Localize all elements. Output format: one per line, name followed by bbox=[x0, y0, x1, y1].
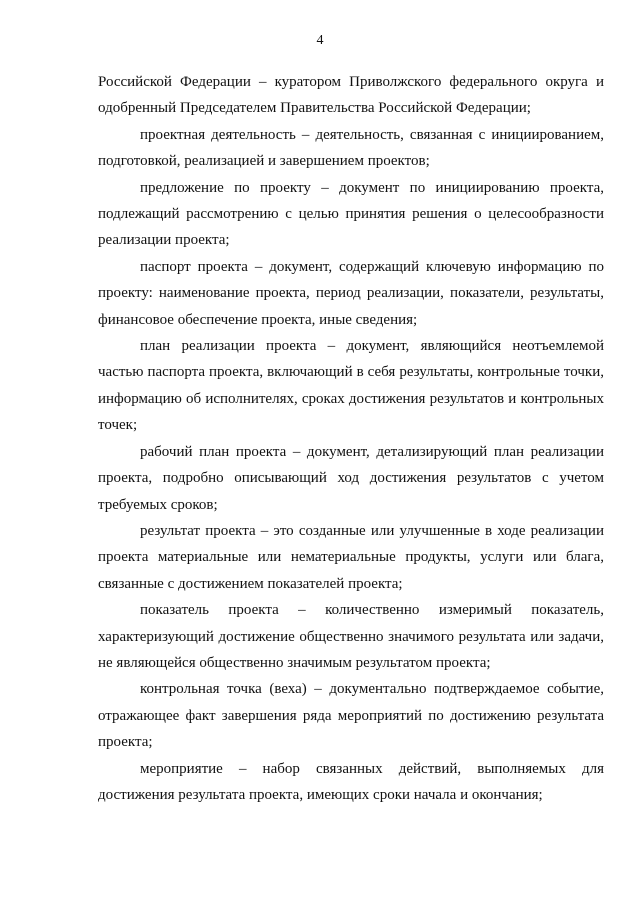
document-body bbox=[98, 69, 604, 808]
paragraph-continuation: Российской Федерации – куратором Приволжского федерального округа и одобренный Председателем Правительства Российской Федерации; bbox=[98, 74, 604, 117]
definition-project-indicator: показатель проекта – количественно измеримый показатель, характеризующий достижение общественно значимого результата или задачи, не являющейся общественно значимым результатом проекта; bbox=[98, 602, 604, 671]
definition-implementation-plan: план реализации проекта – документ, являющийся неотъемлемой частью паспорта проекта, включающий в себя результаты, контрольные точки, информацию об исполнителях, сроках достижения результатов и контрольных точек; bbox=[98, 338, 604, 434]
definition-activity: мероприятие – набор связанных действий, выполняемых для достижения результата проекта, имеющих сроки начала и окончания; bbox=[98, 760, 604, 803]
definition-project-activity: проектная деятельность – деятельность, связанная с инициированием, подготовкой, реализацией и завершением проектов; bbox=[98, 126, 604, 170]
definition-milestone: контрольная точка (веха) – документально подтверждаемое событие, отражающее факт завершения ряда мероприятий по достижению результата проекта; bbox=[98, 681, 604, 751]
definition-working-plan: рабочий план проекта – документ, детализирующий план реализации проекта, подробно описывающий ход достижения результатов с учетом требуемых сроков; bbox=[98, 443, 604, 513]
definition-project-passport: паспорт проекта – документ, содержащий ключевую информацию по проекту: наименование проекта, период реализации, показатели, результаты, финансовое обеспечение проекта, иные сведения; bbox=[98, 258, 604, 328]
definition-project-proposal: предложение по проекту – документ по инициированию проекта, подлежащий рассмотрению с целью принятия решения о целесообразности реализации проекта; bbox=[98, 179, 604, 249]
page-number: 4 bbox=[316, 33, 324, 48]
definition-project-result: результат проекта – это созданные или улучшенные в ходе реализации проекта материальные или нематериальные продукты, услуги или блага, связанные с достижением показателей проекта; bbox=[98, 522, 604, 592]
